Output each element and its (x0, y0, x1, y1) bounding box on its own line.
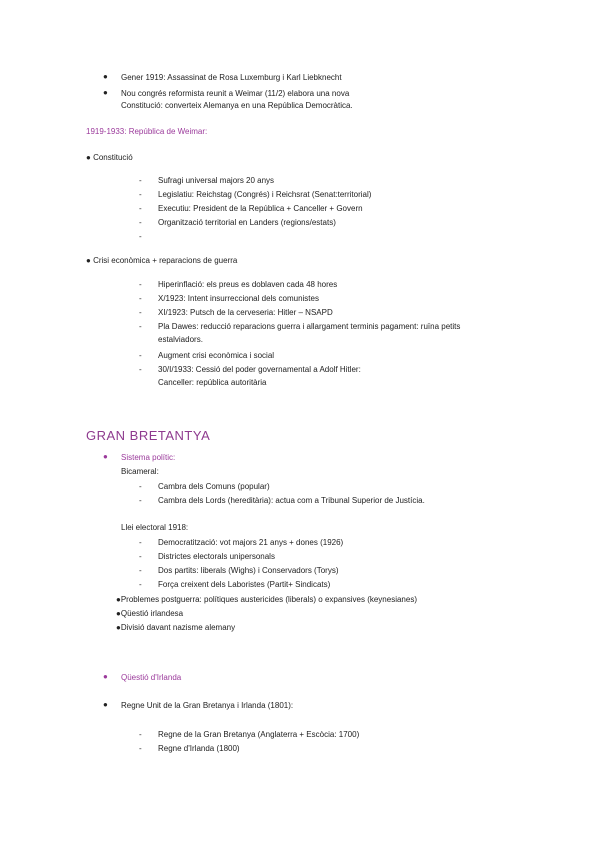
list-item: Legislatiu: Reichstag (Congrés) i Reichsrat (Senat:territorial) (158, 190, 372, 199)
dash-marker: - (139, 365, 142, 374)
dash-marker: - (139, 730, 142, 739)
list-item-continuation: estalviadors. (158, 335, 203, 344)
item-text: Qüestió irlandesa (120, 609, 184, 618)
list-item: Regne d'Irlanda (1800) (158, 744, 240, 753)
list-item: ●Divisió davant nazisme alemany (116, 623, 236, 632)
list-item: Hiperinflació: els preus es doblaven cada 48 hores (158, 280, 338, 289)
list-item: ●Qüestió irlandesa (116, 609, 184, 618)
dash-marker: - (139, 176, 142, 185)
dash-marker: - (139, 482, 142, 491)
dash-marker: - (139, 580, 142, 589)
bullet-dot: ● (103, 672, 108, 681)
list-item: Cambra dels Lords (hereditària): actua com a Tribunal Superior de Justícia. (158, 496, 425, 505)
llei-label: Llei electoral 1918: (121, 523, 189, 532)
section-heading-gb: GRAN BRETANTYA (86, 428, 211, 443)
dash-marker: - (139, 232, 142, 241)
list-item: Força creixent dels Laboristes (Partit+ Sindicats) (158, 580, 331, 589)
item-text: Divisió davant nazisme alemany (120, 623, 236, 632)
dash-marker: - (139, 351, 142, 360)
bullet-dot: ● (103, 72, 108, 81)
list-item: X/1923: Intent insurreccional dels comunistes (158, 294, 319, 303)
bullet-dot: ● (103, 452, 108, 461)
list-item: Districtes electorals unipersonals (158, 552, 275, 561)
list-item: Gener 1919: Assassinat de Rosa Luxemburg i Karl Liebknecht (121, 73, 342, 82)
bullet-dot: ● (103, 700, 108, 709)
dash-marker: - (139, 308, 142, 317)
dash-marker: - (139, 566, 142, 575)
list-item: Regne de la Gran Bretanya (Anglaterra + Escòcia: 1700) (158, 730, 360, 739)
list-item: Nou congrés reformista reunit a Weimar (11/2) elabora una nova (121, 89, 350, 98)
bicameral-label: Bicameral: (121, 467, 159, 476)
constitucio-label: Constitució (93, 153, 133, 162)
bullet-dot: ● (103, 88, 108, 97)
list-item: Sufragi universal majors 20 anys (158, 176, 275, 185)
list-item: Executiu: President de la República + Canceller + Govern (158, 204, 363, 213)
list-item-continuation: Canceller: república autoritària (158, 378, 267, 387)
dash-marker: - (139, 204, 142, 213)
dash-marker: - (139, 552, 142, 561)
dash-marker: - (139, 294, 142, 303)
dash-marker: - (139, 496, 142, 505)
list-item: Cambra dels Comuns (popular) (158, 482, 270, 491)
dash-marker: - (139, 744, 142, 753)
dash-marker: - (139, 538, 142, 547)
list-item: Democratització: vot majors 21 anys + dones (1926) (158, 538, 344, 547)
list-item: Regne Unit de la Gran Bretanya i Irlanda (1801): (121, 701, 294, 710)
dash-marker: - (139, 190, 142, 199)
list-item: Dos partits: liberals (Wighs) i Conservadors (Torys) (158, 566, 339, 575)
list-item: Augment crisi econòmica i social (158, 351, 275, 360)
subheading-sistema: Sistema polític: (121, 453, 176, 462)
item-text: Problemes postguerra: polítiques austericides (liberals) o expansives (keynesianes) (120, 595, 417, 604)
section-heading-weimar: 1919-1933: República de Weimar: (86, 127, 208, 136)
dash-marker: - (139, 218, 142, 227)
dash-marker: - (139, 280, 142, 289)
list-item: Pla Dawes: reducció reparacions guerra i allargament terminis pagament: ruïna petits (158, 322, 461, 331)
crisi-label: Crisi econòmica + reparacions de guerra (93, 256, 238, 265)
list-item: ● Constitució (86, 153, 133, 162)
dash-marker: - (139, 322, 142, 331)
list-item: ● Crisi econòmica + reparacions de guerra (86, 256, 238, 265)
list-item: 30/I/1933: Cessió del poder governamental a Adolf Hitler: (158, 365, 361, 374)
subheading-irlanda: Qüestió d'Irlanda (121, 673, 182, 682)
list-item: Organització territorial en Landers (regions/estats) (158, 218, 336, 227)
list-item: ●Problemes postguerra: polítiques austericides (liberals) o expansives (keynesianes) (116, 595, 417, 604)
list-item-continuation: Constitució: converteix Alemanya en una República Democràtica. (121, 101, 353, 110)
list-item: XI/1923: Putsch de la cerveseria: Hitler – NSAPD (158, 308, 333, 317)
